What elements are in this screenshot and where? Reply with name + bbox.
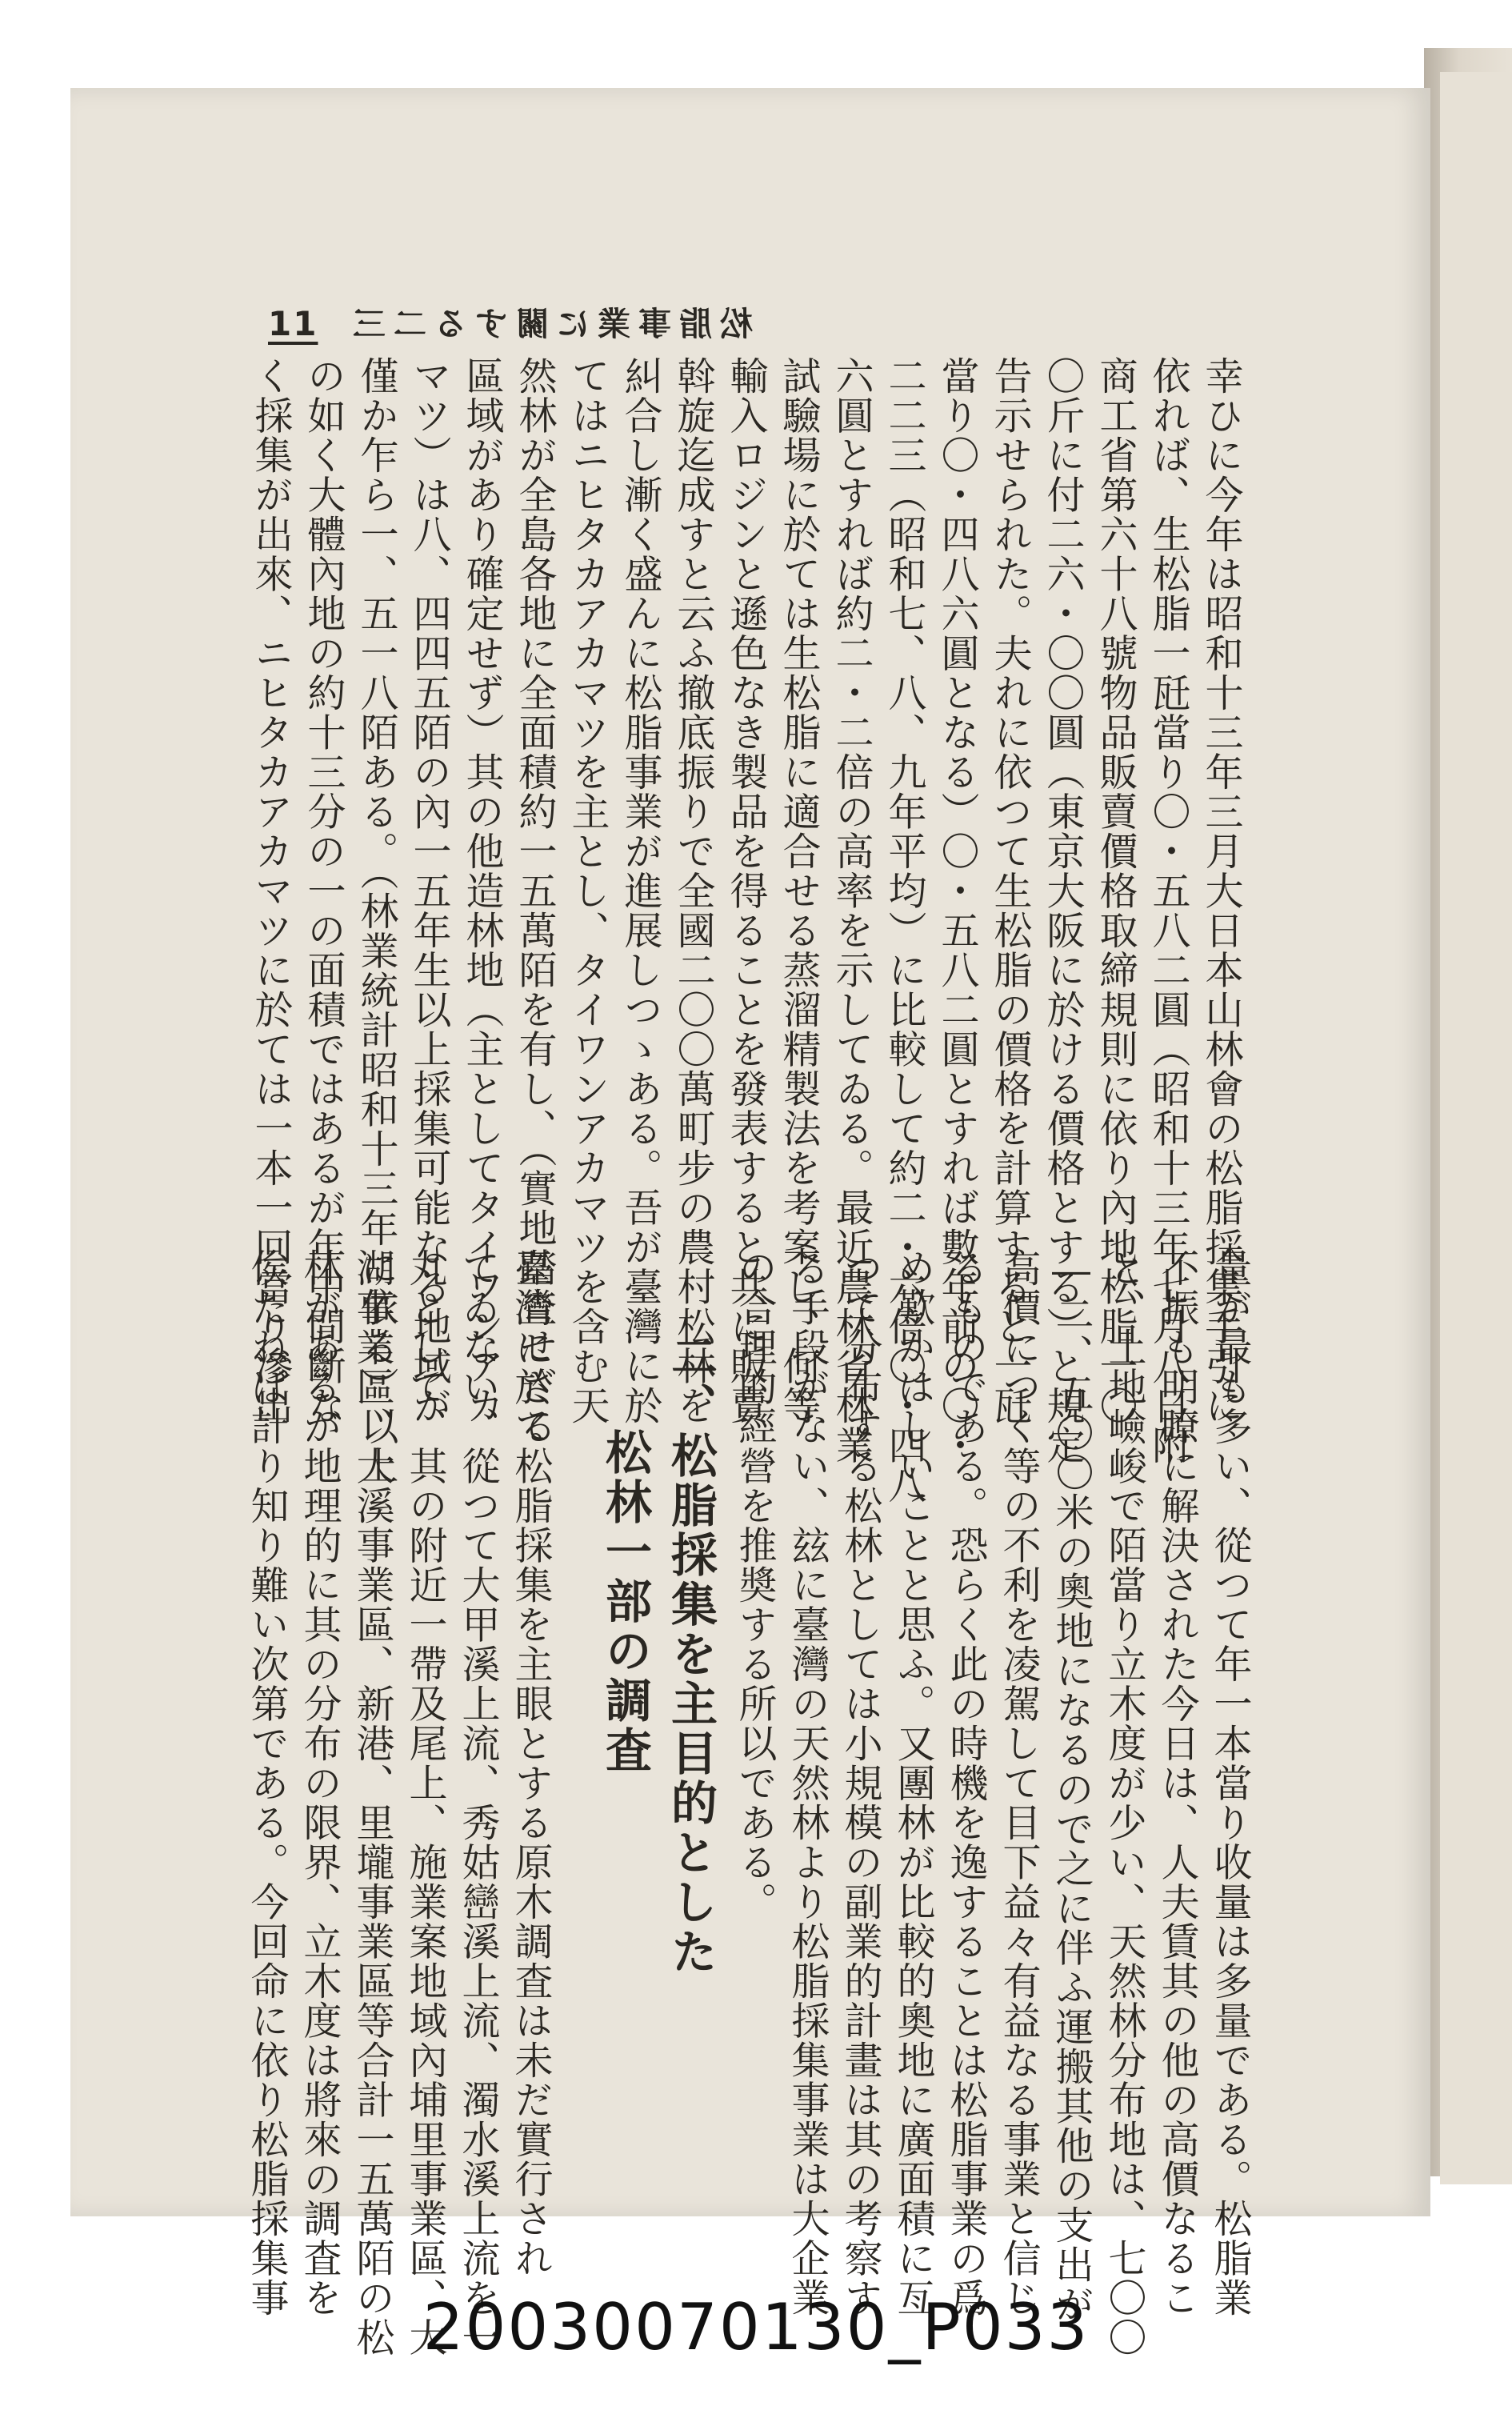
text-column: 依れば、生松脂一瓩當り〇・五八二圓（昭和十三年七月八日附 bbox=[1146, 356, 1190, 1465]
text-column: 高價につく等の不利を凌駕して目下益々有益なる事業と信じ bbox=[996, 1248, 1041, 2318]
text-column: てはニヒタカアカマツを主とし、タイワンアカマツを含む天 bbox=[565, 356, 610, 1426]
section-heading bbox=[592, 1332, 723, 1977]
text-column: 臺灣に於て松脂採集を主眼とする原木調査は未だ實行され bbox=[508, 1248, 553, 2278]
text-column: てゐない、從つて大甲溪上流、秀姑巒溪上流、濁水溪上流を一 bbox=[455, 1248, 500, 2357]
text-column: 俟たねば計り知り難い次第である。今回命に依り松脂採集事 bbox=[244, 1248, 289, 2318]
text-column: 試驗場に於ては生松脂に適合せる蒸溜精製法を考案し、何等 bbox=[776, 356, 821, 1426]
text-column: ―二、五〇〇米の奧地になるので之に伴ふ運搬其他の支出が bbox=[1049, 1248, 1094, 2324]
upper-text-block bbox=[244, 356, 1247, 1505]
text-column: の如く大體內地の約十三分の一の面積ではあるが年中間斷な bbox=[301, 356, 346, 1426]
text-column: 區域があり確定せず）其の他造林地（主としてタイワンアカ bbox=[459, 356, 504, 1426]
text-column: く採集が出來、ニヒタカアカマツに於ては一本一回當り滲出 bbox=[248, 356, 293, 1426]
text-column: 湖事業區、大溪事業區、新港、里壠事業區等合計一五萬陌の松 bbox=[350, 1248, 394, 2357]
text-column: 輸入ロジンと遜色なき製品を得ることを發表すると共に販賣 bbox=[723, 356, 768, 1426]
text-column: 幸ひに今年は昭和十三年三月大日本山林會の松脂採集手引に bbox=[1198, 356, 1243, 1426]
section-heading-line1: 二、松脂採集を主目的とした bbox=[663, 1332, 718, 1977]
text-column: 斡旋迄成すと云ふ撤底振りで全國二〇〇萬町步の農村松林を bbox=[670, 356, 715, 1426]
text-column: るものである。恐らく此の時機を逸することは松脂事業の爲 bbox=[943, 1248, 988, 2318]
text-column: と、土地嶮峻で陌當り立木度が少い、天然林分布地は、七〇〇 bbox=[1102, 1248, 1146, 2357]
page-number: 11 bbox=[268, 304, 318, 343]
text-column: 林があるが地理的に其の分布の限界、立木度は將來の調査を bbox=[297, 1248, 342, 2318]
text-column: 糾合し漸く盛んに松脂事業が進展しつゝある。吾が臺灣に於 bbox=[618, 356, 662, 1426]
text-column: 僅か乍ら一、五一八陌ある。（林業統計昭和十三年に依る）以上 bbox=[354, 356, 398, 1486]
text-column: つて分布する松林としては小規模の副業的計畫は其の考察す bbox=[838, 1248, 882, 2318]
image-caption: 20030070130_P033 bbox=[422, 2290, 1090, 2364]
text-column: る手段がない、玆に臺灣の天然林より松脂採集事業は大企業 bbox=[785, 1248, 830, 2318]
text-column: 商工省第六十八號物品販賣價格取締規則に依り內地松脂一〇 bbox=[1093, 356, 1138, 1426]
text-column: の合理的經營を推奬する所以である。 bbox=[732, 1248, 777, 1922]
text-column: 六圓とすれば約二・二倍の高率を示してゐる。最近農林省林業 bbox=[829, 356, 874, 1465]
text-column: マツ）は八、四四五陌の內一五年生以上採集可能なる地域が bbox=[406, 356, 451, 1426]
text-column: 丸として、其の附近一帶及尾上、施業案地域內埔里事業區、大 bbox=[402, 1248, 447, 2357]
text-column: 當り〇・四八六圓となる）〇・五八二圓とすれば數年前の〇・ bbox=[934, 356, 979, 1465]
lower-left-text-block bbox=[240, 1248, 557, 2357]
text-column: 量が最も多い、從つて年一本當り收量は多量である。松脂業 bbox=[1207, 1248, 1252, 2318]
lower-right-text-block bbox=[728, 1248, 1256, 2357]
page-header bbox=[268, 298, 753, 345]
text-column: 告示せられた。夫れに依つて生松脂の價格を計算すると一瓩 bbox=[987, 356, 1032, 1426]
text-column: 〇斤に付二六・〇〇圓（東京大阪に於ける價格とする）と規定 bbox=[1040, 356, 1085, 1465]
text-column: 然林が全島各地に全面積約一五萬陌を有し、（實地踏査せざる bbox=[512, 356, 557, 1446]
section-heading-line2: 松林一部の調査 bbox=[598, 1428, 652, 1775]
running-title: 松脂事業に關する二三 bbox=[345, 305, 754, 343]
text-column: め歎かはしいことと思ふ。又團林が比較的奧地に廣面積に亙 bbox=[890, 1248, 935, 2318]
text-column: 不振も明瞭に解決された今日は、人夫賃其の他の高價なるこ bbox=[1154, 1248, 1199, 2318]
text-column: 二二三（昭和七、八、九年平均）に比較して約二・六倍〇・四八 bbox=[882, 356, 926, 1505]
adjacent-page-edge bbox=[1440, 72, 1512, 2184]
